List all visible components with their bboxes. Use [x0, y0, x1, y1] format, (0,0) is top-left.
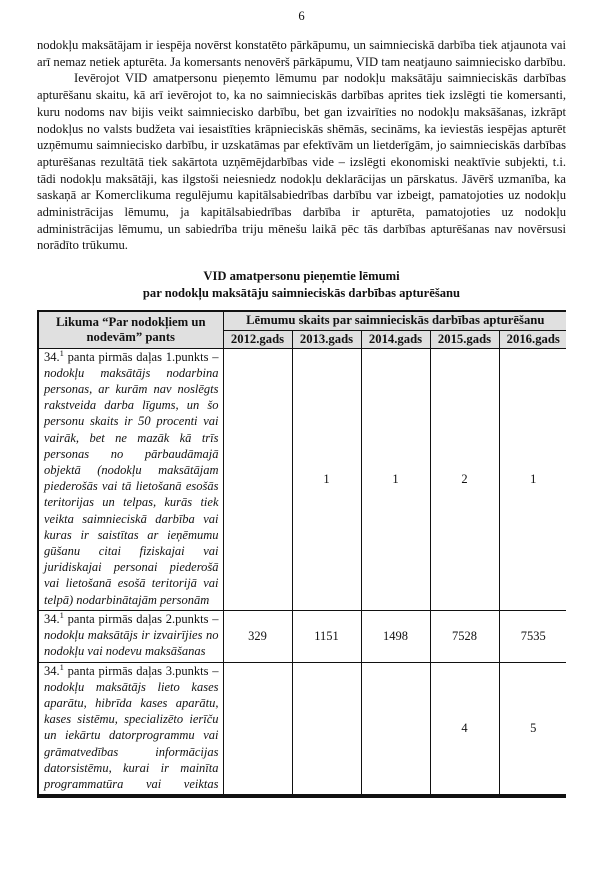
table-row	[38, 610, 566, 662]
paragraph-2: Ievērojot VID amatpersonu pieņemto lēmumu par nodokļu maksātāju saimnieciskās darbības apturēšanu skaitu, kā arī ievērojot to, ka no saimnieciskās darbības aprites tiek izslēgti tie komersanti, kuru nodoms nav bijis veikt saimniecisko darbību, bet gan izvairīties no nodokļu maksāšanas, izkrāpt nodokļus no valsts budžeta vai iesaistīties krāpnieciskās shēmās, secināms, ka ieviestās iespējas apturēt uzņēmumu saimniecisko darbību, ir uzskatāmas par efektīvām un lietderīgām, jo saimnieciskās darbības apturēšanas rezultātā tiek sakārtota uzņēmējdarbības vide – izslēgti ekonomiski neaktīvie subjekti, t.i. tādi nodokļu maksātāji, kas ilgstoši neiesniedz nodokļu deklarācijas un pārskatus. Jāvērš uzmanība, ka saskaņā ar Komerclikuma regulējumu kapitālsabiedrības darbību var izbeigt, pamatojoties uz nodokļu administrācijas lēmumu, ja kapitālsabiedrības darbība ir apturēta, pamatojoties uz nodokļu administrācijas lēmumu, un sabiedrība triju mēnešu laikā pēc tās darbības apturēšanas nav novērsusi norādīto trūkumu.	[37, 71, 566, 253]
value-2016: 5	[499, 662, 566, 795]
value-2014: 1498	[361, 610, 430, 662]
clause-text: panta pirmās daļas 3.punkts –	[63, 663, 219, 678]
table-title-line1: VID amatpersonu pieņemtie lēmumi	[203, 269, 400, 284]
value-2014: 1	[361, 348, 430, 610]
decisions-table	[37, 310, 566, 796]
value-2012: 329	[223, 610, 292, 662]
table-title-line2: par nodokļu maksātāju saimnieciskās darbības apturēšanu	[142, 286, 461, 301]
law-clause-cell-1	[38, 348, 223, 610]
table-header	[38, 311, 566, 348]
article-superscript: 1	[59, 347, 64, 358]
clause-description: nodokļu maksātājs lieto kases aparātu, hibrīda kases aparātu, kases sistēmu, specializēto ierīču un iekārtu datorprogrammu vai grāmatvedības informācijas datorsistēmu, kurai ir mainīta programmatūra vai veiktas	[44, 679, 219, 791]
clause-description: nodokļu maksātājs nodarbina personas, ar kurām nav noslēgts rakstveida darba līgums, un šo personu skaits ir 50 procenti vai vairāk, bet ne mazāk kā trīs personas no pārbaudāmajā objektā (nodokļu maksātājam piederošās vai tā lietošanā esošās teritorijas un telpas, kurās tiek veikta saimnieciskā darbība vai kuras ir saistītas ar ieņēmumu gūšanu citai fiziskajai vai juridiskajai personai piederošā vai lietošanā esošā teritorijā vai telpā) nodarbinātajām personām	[44, 365, 219, 607]
column-header-year-2012: 2012.gads	[223, 330, 292, 348]
value-2014	[361, 662, 430, 795]
law-clause-cell-2	[38, 610, 223, 662]
table-row	[38, 662, 566, 795]
clause-text: panta pirmās daļas 1.punkts –	[63, 349, 219, 364]
page-number: 6	[298, 9, 305, 23]
article-number: 34.	[44, 349, 60, 364]
table-row	[38, 348, 566, 610]
law-clause-cell-3	[38, 662, 223, 795]
article-superscript: 1	[59, 661, 64, 672]
value-2012	[223, 348, 292, 610]
value-2013: 1151	[292, 610, 361, 662]
paragraph-1: nodokļu maksātājam ir iespēja novērst konstatēto pārkāpumu, un saimnieciskā darbība tiek atjaunota vai arī nemaz netiek apturēta. Ja komersants nenovērš pārkāpumu, VID tam neatjauno saimniecisko darbību.	[37, 38, 566, 69]
column-header-year-2015: 2015.gads	[430, 330, 499, 348]
value-2015: 2	[430, 348, 499, 610]
value-2012	[223, 662, 292, 795]
table-title	[37, 268, 566, 302]
column-header-year-2013: 2013.gads	[292, 330, 361, 348]
value-2013	[292, 662, 361, 795]
column-header-law-article: Likuma “Par nodokļiem un nodevām” pants	[38, 311, 223, 348]
value-2016: 7535	[499, 610, 566, 662]
value-2015: 7528	[430, 610, 499, 662]
clause-text: panta pirmās daļas 2.punkts –	[63, 611, 219, 626]
clause-description: nodokļu maksātājs ir izvairījies no nodokļu vai nodevu maksāšanas	[44, 628, 219, 659]
column-header-year-2016: 2016.gads	[499, 330, 566, 348]
article-number: 34.	[44, 663, 60, 678]
column-header-decision-count-group: Lēmumu skaits par saimnieciskās darbības apturēšanu	[223, 311, 566, 330]
value-2013: 1	[292, 348, 361, 610]
table-container	[37, 310, 566, 798]
value-2016: 1	[499, 348, 566, 610]
column-header-year-2014: 2014.gads	[361, 330, 430, 348]
article-superscript: 1	[59, 609, 64, 620]
article-number: 34.	[44, 611, 60, 626]
value-2015: 4	[430, 662, 499, 795]
